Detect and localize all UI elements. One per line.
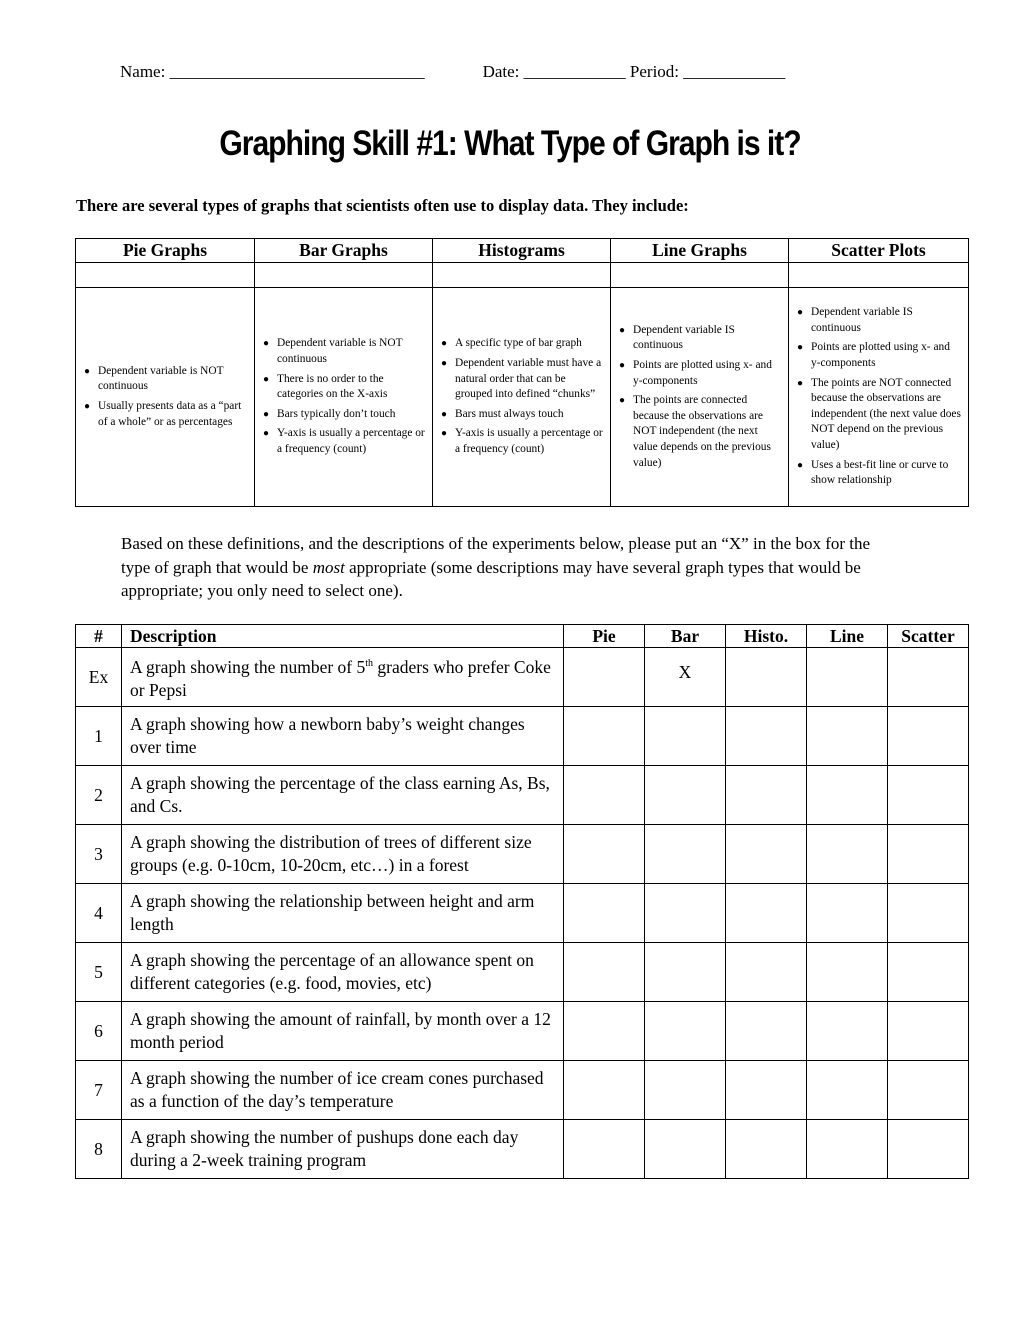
answer-box-scatter[interactable] bbox=[888, 884, 969, 943]
question-description: A graph showing the amount of rainfall, by month over a 12 month period bbox=[122, 1002, 564, 1061]
question-row bbox=[76, 943, 969, 1002]
question-row bbox=[76, 648, 969, 707]
answer-box-line[interactable] bbox=[807, 707, 888, 766]
bullet-icon: ● bbox=[441, 358, 448, 370]
answer-box-pie[interactable] bbox=[564, 1061, 645, 1120]
bullet-icon: ● bbox=[84, 365, 91, 377]
pie-definition-list bbox=[84, 364, 248, 430]
bullet-icon: ● bbox=[84, 401, 91, 412]
question-table bbox=[75, 624, 969, 1179]
header-line: Line bbox=[807, 625, 888, 648]
bar-definition-list bbox=[263, 336, 426, 457]
question-description: A graph showing how a newborn baby’s weight changes over time bbox=[122, 707, 564, 766]
question-description: A graph showing the percentage of the class earning As, Bs, and Cs. bbox=[122, 766, 564, 825]
answer-box-pie[interactable] bbox=[564, 943, 645, 1002]
bullet-icon: ● bbox=[263, 373, 270, 385]
definition-bullet-text: Points are plotted using x- and y-components bbox=[811, 341, 950, 370]
bullet-icon: ● bbox=[797, 307, 804, 319]
question-number: Ex bbox=[76, 648, 122, 707]
definition-bullet-text: Dependent variable IS continuous bbox=[811, 306, 913, 334]
bullet-icon: ● bbox=[797, 342, 804, 354]
answer-box-pie[interactable] bbox=[564, 766, 645, 825]
definition-bullet-text: Dependent variable must have a natural order that can be grouped into defined “chunks” bbox=[455, 357, 602, 401]
type-header-pie: Pie Graphs bbox=[76, 239, 255, 263]
definition-bullet bbox=[797, 305, 962, 336]
bullet-icon: ● bbox=[441, 428, 448, 440]
answer-box-bar[interactable] bbox=[645, 1120, 726, 1179]
type-header-line: Line Graphs bbox=[611, 239, 789, 263]
blank-cell bbox=[76, 263, 255, 288]
question-row bbox=[76, 884, 969, 943]
answer-box-bar[interactable] bbox=[645, 1061, 726, 1120]
question-number: 4 bbox=[76, 884, 122, 943]
question-number: 8 bbox=[76, 1120, 122, 1179]
answer-box-scatter[interactable] bbox=[888, 943, 969, 1002]
question-number: 2 bbox=[76, 766, 122, 825]
answer-box-histo[interactable] bbox=[726, 707, 807, 766]
answer-box-bar[interactable] bbox=[645, 825, 726, 884]
bullet-icon: ● bbox=[619, 324, 626, 336]
answer-box-line[interactable] bbox=[807, 766, 888, 825]
type-header-scatter: Scatter Plots bbox=[789, 239, 969, 263]
histogram-definition-list bbox=[441, 336, 604, 457]
definition-bullet-text: Bars must always touch bbox=[455, 407, 564, 420]
blank-cell bbox=[433, 263, 611, 288]
description-superscript: th bbox=[365, 658, 374, 670]
answer-box-pie[interactable] bbox=[564, 825, 645, 884]
question-row bbox=[76, 766, 969, 825]
definition-bullet bbox=[263, 336, 426, 367]
header-bar: Bar bbox=[645, 625, 726, 648]
answer-box-bar[interactable]: X bbox=[645, 648, 726, 707]
definition-bullet-text: Dependent variable IS continuous bbox=[633, 323, 735, 352]
header-description: Description bbox=[122, 625, 564, 648]
definition-bullet bbox=[797, 340, 962, 371]
type-header-bar: Bar Graphs bbox=[255, 239, 433, 263]
histogram-definition-cell bbox=[433, 288, 611, 507]
definition-bullet bbox=[441, 407, 604, 423]
bullet-icon: ● bbox=[441, 408, 448, 420]
answer-box-scatter[interactable] bbox=[888, 648, 969, 707]
instructions-text bbox=[121, 532, 901, 603]
instructions-emphasis: most bbox=[312, 557, 345, 577]
bullet-icon: ● bbox=[619, 360, 626, 372]
question-row bbox=[76, 1120, 969, 1179]
answer-box-pie[interactable] bbox=[564, 648, 645, 707]
header-line bbox=[120, 62, 785, 82]
definition-bullet bbox=[263, 407, 426, 423]
graph-types-definitions-row bbox=[76, 288, 969, 507]
scatter-definition-cell bbox=[789, 288, 969, 507]
type-header-histogram: Histograms bbox=[433, 239, 611, 263]
answer-box-bar[interactable] bbox=[645, 884, 726, 943]
question-row bbox=[76, 707, 969, 766]
definition-bullet bbox=[619, 393, 782, 471]
header-number: # bbox=[76, 625, 122, 648]
question-number: 6 bbox=[76, 1002, 122, 1061]
answer-box-scatter[interactable] bbox=[888, 1120, 969, 1179]
bullet-icon: ● bbox=[797, 377, 804, 389]
answer-box-line[interactable] bbox=[807, 1002, 888, 1061]
definition-bullet bbox=[263, 372, 426, 403]
bullet-icon: ● bbox=[441, 338, 448, 350]
answer-box-line[interactable] bbox=[807, 943, 888, 1002]
intro-text: There are several types of graphs that scientists often use to display data. They include: bbox=[76, 196, 689, 215]
question-number: 7 bbox=[76, 1061, 122, 1120]
bullet-icon: ● bbox=[263, 408, 270, 420]
definition-bullet bbox=[619, 323, 782, 354]
question-number: 1 bbox=[76, 707, 122, 766]
answer-box-line[interactable] bbox=[807, 1120, 888, 1179]
page-title: Graphing Skill #1: What Type of Graph is it? bbox=[219, 124, 801, 163]
question-description: A graph showing the percentage of an allowance spent on different categories (e.g. food, movies, etc) bbox=[122, 943, 564, 1002]
definition-bullet bbox=[263, 426, 426, 457]
pie-definition-cell bbox=[76, 288, 255, 507]
bar-definition-cell bbox=[255, 288, 433, 507]
definition-bullet bbox=[84, 399, 248, 430]
definition-bullet bbox=[441, 356, 604, 403]
answer-box-histo[interactable] bbox=[726, 1120, 807, 1179]
question-description: A graph showing the number of pushups done each day during a 2-week training program bbox=[122, 1120, 564, 1179]
definition-bullet bbox=[797, 458, 962, 489]
answer-box-pie[interactable] bbox=[564, 884, 645, 943]
question-description: A graph showing the relationship between height and arm length bbox=[122, 884, 564, 943]
definition-bullet bbox=[84, 364, 248, 395]
header-pie: Pie bbox=[564, 625, 645, 648]
definition-bullet bbox=[797, 376, 962, 454]
answer-box-bar[interactable] bbox=[645, 707, 726, 766]
period-field-label: Period: ____________ bbox=[629, 62, 786, 81]
name-field-label: Name: ______________________________ bbox=[120, 62, 425, 81]
bullet-icon: ● bbox=[619, 395, 626, 407]
answer-box-pie[interactable] bbox=[564, 1002, 645, 1061]
question-row bbox=[76, 1002, 969, 1061]
question-table-body bbox=[76, 648, 969, 1179]
question-description: A graph showing the distribution of trees of different size groups (e.g. 0-10cm, 10-20cm, etc…) in a forest bbox=[122, 825, 564, 884]
answer-box-bar[interactable] bbox=[645, 1002, 726, 1061]
definition-bullet-text: Points are plotted using x- and y-components bbox=[633, 359, 772, 387]
scatter-definition-list bbox=[797, 305, 962, 489]
answer-box-scatter[interactable] bbox=[888, 766, 969, 825]
answer-box-histo[interactable] bbox=[726, 1061, 807, 1120]
instructions-part2: appropriate (some descriptions may have several graph types that would be appropriate; you only need to select one). bbox=[121, 557, 861, 600]
answer-box-line[interactable] bbox=[807, 648, 888, 707]
answer-box-bar[interactable] bbox=[645, 766, 726, 825]
answer-box-scatter[interactable] bbox=[888, 825, 969, 884]
question-number: 5 bbox=[76, 943, 122, 1002]
graph-types-table bbox=[75, 238, 969, 507]
bullet-icon: ● bbox=[797, 459, 804, 471]
definition-bullet-text: Y-axis is usually a percentage or a frequency (count) bbox=[455, 427, 603, 455]
definition-bullet-text: Dependent variable is NOT continuous bbox=[277, 337, 403, 366]
answer-box-histo[interactable] bbox=[726, 648, 807, 707]
definition-bullet-text: Dependent variable is NOT continuous bbox=[98, 364, 224, 393]
line-definition-list bbox=[619, 323, 782, 471]
header-histo: Histo. bbox=[726, 625, 807, 648]
definition-bullet-text: Bars typically don’t touch bbox=[277, 407, 396, 420]
answer-box-scatter[interactable] bbox=[888, 707, 969, 766]
blank-cell bbox=[255, 263, 433, 288]
description-text: graders who prefer Coke or Pepsi bbox=[130, 656, 551, 700]
definition-bullet-text: The points are NOT connected because the observations are independent (the next value does NOT depend on the previous value) bbox=[811, 376, 961, 451]
answer-box-histo[interactable] bbox=[726, 884, 807, 943]
definition-bullet bbox=[441, 336, 604, 352]
answer-box-scatter[interactable] bbox=[888, 1002, 969, 1061]
graph-types-blank-row bbox=[76, 263, 969, 288]
instructions-part1: Based on these definitions, and the descriptions of the experiments below, please put an “X” in the box for the type of graph that would be bbox=[121, 534, 871, 577]
answer-box-line[interactable] bbox=[807, 884, 888, 943]
question-table-header-row bbox=[76, 625, 969, 648]
description-text: A graph showing the number of 5 bbox=[130, 656, 366, 677]
answer-box-line[interactable] bbox=[807, 1061, 888, 1120]
definition-bullet-text: Usually presents data as a “part of a whole” or as percentages bbox=[98, 400, 242, 428]
definition-bullet bbox=[619, 358, 782, 389]
definition-bullet-text: Uses a best-fit line or curve to show relationship bbox=[811, 458, 949, 487]
date-field-label: Date: ____________ bbox=[482, 62, 626, 81]
answer-box-pie[interactable] bbox=[564, 707, 645, 766]
answer-box-bar[interactable] bbox=[645, 943, 726, 1002]
definition-bullet bbox=[441, 426, 604, 457]
answer-box-histo[interactable] bbox=[726, 825, 807, 884]
question-row bbox=[76, 1061, 969, 1120]
bullet-icon: ● bbox=[263, 428, 270, 440]
answer-box-histo[interactable] bbox=[726, 1002, 807, 1061]
graph-types-header-row bbox=[76, 239, 969, 263]
answer-box-pie[interactable] bbox=[564, 1120, 645, 1179]
definition-bullet-text: A specific type of bar graph bbox=[455, 337, 582, 350]
answer-box-scatter[interactable] bbox=[888, 1061, 969, 1120]
definition-bullet-text: The points are connected because the observations are NOT independent (the next value depends on the previous value) bbox=[633, 394, 771, 469]
question-number: 3 bbox=[76, 825, 122, 884]
blank-cell bbox=[611, 263, 789, 288]
answer-box-histo[interactable] bbox=[726, 766, 807, 825]
blank-cell bbox=[789, 263, 969, 288]
definition-bullet-text: Y-axis is usually a percentage or a frequency (count) bbox=[277, 427, 425, 455]
question-description bbox=[122, 648, 564, 707]
answer-box-line[interactable] bbox=[807, 825, 888, 884]
line-definition-cell bbox=[611, 288, 789, 507]
question-row bbox=[76, 825, 969, 884]
answer-box-histo[interactable] bbox=[726, 943, 807, 1002]
question-description: A graph showing the number of ice cream cones purchased as a function of the day’s temperature bbox=[122, 1061, 564, 1120]
definition-bullet-text: There is no order to the categories on the X-axis bbox=[277, 372, 388, 401]
header-scatter: Scatter bbox=[888, 625, 969, 648]
bullet-icon: ● bbox=[263, 338, 270, 350]
